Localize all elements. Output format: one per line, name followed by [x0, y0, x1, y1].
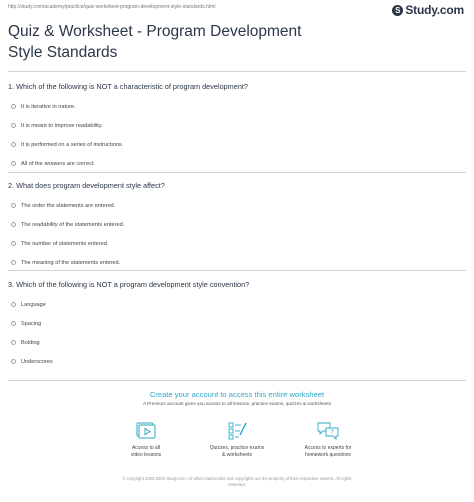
radio-icon[interactable] [11, 104, 16, 109]
answer-option[interactable] [8, 234, 466, 253]
radio-icon[interactable] [11, 123, 16, 128]
quiz-checklist-icon [225, 420, 249, 442]
cta-subtitle: A Premium account gives you access to all lessons, practice exams, quizzes & worksheets [142, 401, 332, 406]
question-2 [8, 181, 466, 272]
answer-option[interactable] [8, 295, 466, 314]
svg-text:?: ? [330, 430, 334, 436]
question-3 [8, 280, 466, 371]
answer-option[interactable] [8, 154, 466, 173]
answer-text: Spacing [21, 320, 42, 327]
copyright-footer [0, 476, 474, 488]
answer-text: Bolding [21, 339, 40, 346]
answer-text: All of the answers are correct. [21, 160, 95, 167]
radio-icon[interactable] [11, 241, 16, 246]
radio-icon[interactable] [11, 359, 16, 364]
feature-video-lessons [106, 420, 186, 459]
radio-icon[interactable] [11, 161, 16, 166]
radio-icon[interactable] [11, 260, 16, 265]
radio-icon[interactable] [11, 340, 16, 345]
feature-label: & worksheets [221, 452, 252, 458]
video-lesson-icon [134, 420, 158, 442]
answer-option[interactable] [8, 135, 466, 154]
copyright-line: reserved. [228, 482, 246, 487]
answer-text: The meaning of the statements entered. [21, 259, 121, 266]
study-logo[interactable] [392, 3, 464, 17]
divider [8, 380, 466, 381]
answer-option[interactable] [8, 97, 466, 116]
page-url: http://study.com/academy/practice/quiz-worksheet-program-development-style-standards.html [8, 4, 216, 10]
answer-text: The order the statements are entered. [21, 202, 116, 209]
feature-label: homework questions [305, 452, 351, 458]
answer-text: It is iterative in nature. [21, 103, 76, 110]
page-title: Quiz & Worksheet - Program Development Style Standards [8, 23, 302, 61]
logo-text: Study.com [405, 3, 464, 17]
answer-options [8, 97, 466, 173]
question-1 [8, 82, 466, 173]
answer-options [8, 295, 466, 371]
question-text: 1. Which of the following is NOT a characteristic of program development? [8, 82, 248, 91]
radio-icon[interactable] [11, 203, 16, 208]
top-bar [0, 0, 474, 16]
divider [8, 270, 466, 271]
radio-icon[interactable] [11, 142, 16, 147]
question-text: 2. What does program development style affect? [8, 181, 165, 190]
answer-options [8, 196, 466, 272]
premium-cta [0, 383, 474, 406]
logo-mark-icon: S [392, 5, 403, 16]
copyright-line: © copyright 2003-2020 Study.com. All other trademarks and copyrights are the property of their respective owners. All rights [122, 476, 352, 481]
answer-text: Underscores [21, 358, 53, 365]
feature-label: Quizzes, practice exams [209, 445, 265, 451]
answer-text: It is meant to improve readability. [21, 122, 103, 129]
answer-option[interactable] [8, 116, 466, 135]
answer-option[interactable] [8, 196, 466, 215]
feature-quizzes [197, 420, 277, 459]
radio-icon[interactable] [11, 222, 16, 227]
cta-title[interactable]: Create your account to access this entire worksheet [149, 390, 325, 399]
feature-label: video lessons [130, 452, 162, 458]
divider [8, 71, 466, 72]
radio-icon[interactable] [11, 321, 16, 326]
answer-text: It is performed on a series of instructions. [21, 141, 124, 148]
answer-text: The number of statements entered. [21, 240, 109, 247]
feature-label: Access to experts for [304, 445, 352, 451]
radio-icon[interactable] [11, 302, 16, 307]
answer-option[interactable] [8, 314, 466, 333]
answer-option[interactable] [8, 215, 466, 234]
feature-label: Access to all [131, 445, 161, 451]
expert-chat-icon [315, 420, 341, 442]
answer-text: Language [21, 301, 46, 308]
feature-experts [288, 420, 368, 459]
question-text: 3. Which of the following is NOT a program development style convention? [8, 280, 250, 289]
answer-option[interactable] [8, 352, 466, 371]
answer-option[interactable] [8, 333, 466, 352]
divider [8, 172, 466, 173]
answer-text: The readability of the statements entered. [21, 221, 125, 228]
